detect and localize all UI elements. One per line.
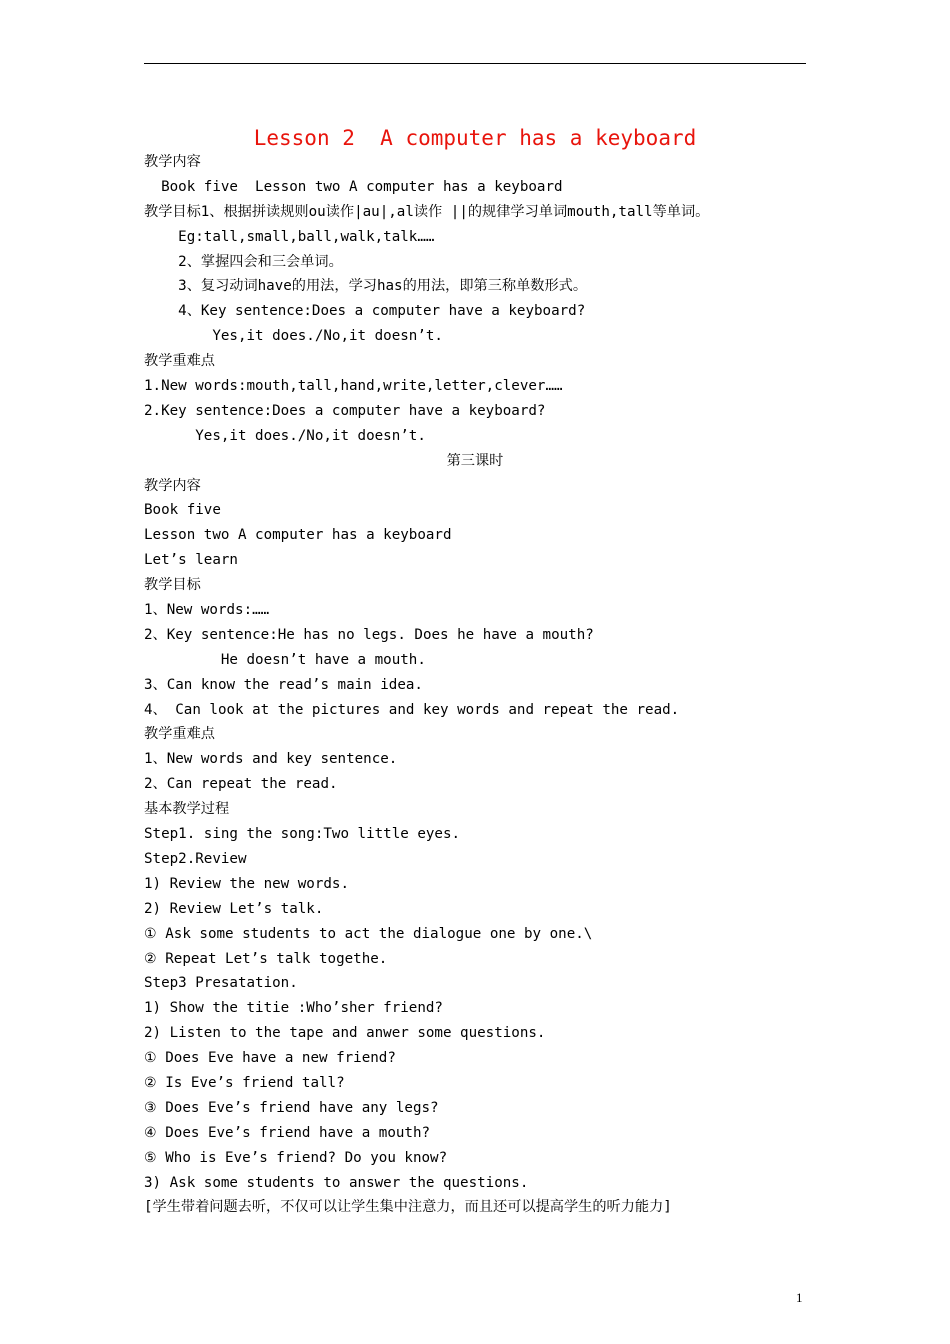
text-line: 教学内容: [144, 154, 201, 170]
text-line: 2、Can repeat the read.: [144, 776, 338, 793]
text-line: 4、 Can look at the pictures and key words and repeat the read.: [144, 701, 680, 718]
text-line: ① Ask some students to act the dialogue one by one.\: [144, 925, 593, 942]
text-line: Step1. sing the song:Two little eyes.: [144, 826, 461, 843]
text-line: Eg:tall,small,ball,walk,talk……: [144, 228, 435, 245]
text-line: Step2.Review: [144, 850, 247, 867]
page-number: 1: [796, 1290, 803, 1305]
text-line: 4、Key sentence:Does a computer have a keyboard?: [144, 303, 586, 320]
text-line: Yes,it does./No,it doesn’t.: [144, 427, 426, 444]
text-line: 2) Review Let’s talk.: [144, 900, 324, 917]
text-line: Step3 Presatation.: [144, 975, 298, 992]
text-line: 3) Ask some students to answer the questions.: [144, 1174, 529, 1191]
text-line: 1) Review the new words.: [144, 875, 349, 892]
text-line: ② Repeat Let’s talk togethe.: [144, 950, 388, 967]
text-line: 教学重难点: [144, 353, 215, 370]
text-line: ④ Does Eve’s friend have a mouth?: [144, 1124, 431, 1141]
text-line: 教学内容: [144, 477, 201, 494]
text-line: Book five: [144, 502, 221, 519]
text-line: 1.New words:mouth,tall,hand,write,letter,clever……: [144, 378, 563, 395]
text-line: 2) Listen to the tape and anwer some questions.: [144, 1025, 546, 1042]
text-line: 教学重难点: [144, 726, 215, 743]
text-line: 1、New words:……: [144, 602, 270, 619]
text-line: 3、复习动词have的用法，学习has的用法，即第三称单数形式。: [144, 278, 588, 295]
text-line: 第三课时: [446, 452, 504, 469]
document-title: Lesson 2 A computer has a keyboard: [253, 126, 697, 150]
text-line: 教学目标1、根据拼读规则ou读作|au|,al读作 ||的规律学习单词mouth,tall等单词。: [144, 203, 710, 220]
text-line: ① Does Eve have a new friend?: [144, 1050, 396, 1067]
text-line: ③ Does Eve’s friend have any legs?: [144, 1099, 439, 1116]
text-line: 2.Key sentence:Does a computer have a keyboard?: [144, 402, 546, 419]
text-line: 1、New words and key sentence.: [144, 751, 398, 768]
text-line: [学生带着问题去听，不仅可以让学生集中注意力，而且还可以提高学生的听力能力]: [144, 1199, 672, 1216]
text-line: ② Is Eve’s friend tall?: [144, 1074, 345, 1091]
text-line: He doesn’t have a mouth.: [144, 651, 426, 668]
text-line: 基本教学过程: [144, 801, 230, 818]
text-line: Let’s learn: [144, 552, 238, 569]
document-body: [144, 150, 806, 1220]
text-line: 3、Can know the read’s main idea.: [144, 676, 423, 693]
text-line: 1) Show the titie :Who’sher friend?: [144, 1000, 443, 1017]
text-line: 2、掌握四会和三会单词。: [144, 253, 343, 270]
text-line: Lesson two A computer has a keyboard: [144, 527, 452, 544]
text-line: ⑤ Who is Eve’s friend? Do you know?: [144, 1149, 448, 1166]
text-line: Book five Lesson two A computer has a keyboard: [144, 178, 563, 195]
text-line: 教学目标: [144, 577, 201, 594]
header-rule: [144, 63, 806, 64]
text-line: Yes,it does./No,it doesn’t.: [144, 328, 443, 345]
text-line: 2、Key sentence:He has no legs. Does he have a mouth?: [144, 626, 594, 643]
